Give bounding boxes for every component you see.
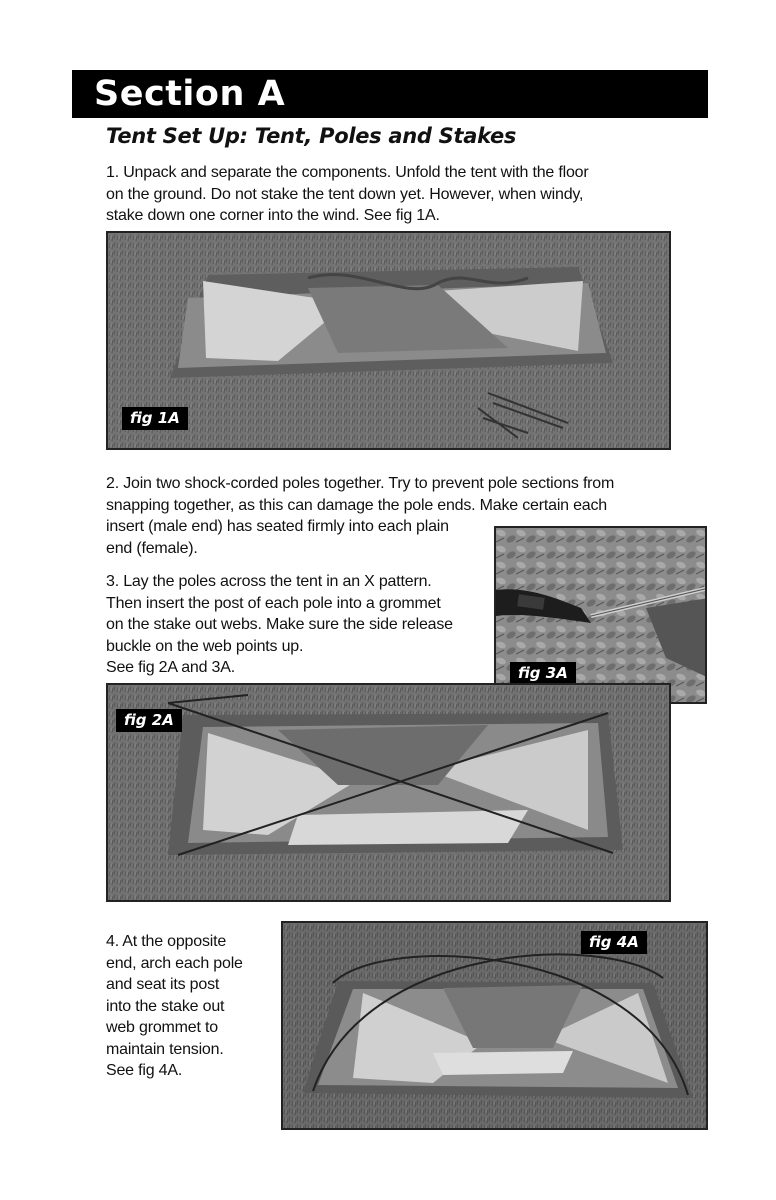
figure-2a-label: fig 2A (116, 709, 182, 732)
figure-4a-photo (281, 921, 708, 1130)
step-3-text (106, 571, 453, 679)
step-3-line: buckle on the web points up. (106, 637, 304, 655)
step-2-line: 2. Join two shock-corded poles together. Try to prevent pole sections from (106, 475, 615, 492)
step-4-line: end, arch each pole (106, 954, 243, 972)
figure-4a-label: fig 4A (581, 931, 647, 954)
section-title: Section A (94, 74, 286, 114)
step-4-line: into the stake out (106, 997, 225, 1015)
step-1-line: stake down one corner into the wind. See fig 1A. (106, 207, 440, 224)
figure-2a-photo (106, 683, 671, 902)
step-4-line: See fig 4A. (106, 1062, 183, 1079)
step-3-line: 3. Lay the poles across the tent in an X pattern. (106, 573, 432, 590)
step-4-line: web grommet to (106, 1019, 218, 1036)
step-4-text (106, 931, 243, 1082)
page-subtitle: Tent Set Up: Tent, Poles and Stakes (106, 124, 517, 148)
step-4-line: maintain tension. (106, 1040, 224, 1058)
figure-1a-photo (106, 231, 671, 450)
figure-3a-label: fig 3A (510, 662, 576, 685)
step-4-line: and seat its post (106, 976, 220, 993)
step-1-text (106, 162, 589, 227)
step-1-line: 1. Unpack and separate the components. Unfold the tent with the floor (106, 164, 589, 181)
figure-3a-photo (494, 526, 707, 704)
figure-4a-illustration (283, 923, 708, 1130)
section-banner (72, 70, 708, 118)
step-4-line: 4. At the opposite (106, 933, 227, 950)
step-2-line: snapping together, as this can damage the pole ends. Make certain each (106, 496, 608, 514)
step-2-line: insert (male end) has seated firmly into each plain (106, 518, 449, 535)
step-3-line: Then insert the post of each pole into a grommet (106, 594, 441, 612)
step-2-line: end (female). (106, 539, 198, 557)
step-3-line: on the stake out webs. Make sure the side release (106, 616, 453, 633)
step-1-line: on the ground. Do not stake the tent down yet. However, when windy, (106, 185, 584, 203)
figure-1a-illustration (108, 233, 671, 450)
figure-2a-illustration (108, 685, 671, 902)
figure-1a-label: fig 1A (122, 407, 188, 430)
step-3-line: See fig 2A and 3A. (106, 659, 235, 676)
